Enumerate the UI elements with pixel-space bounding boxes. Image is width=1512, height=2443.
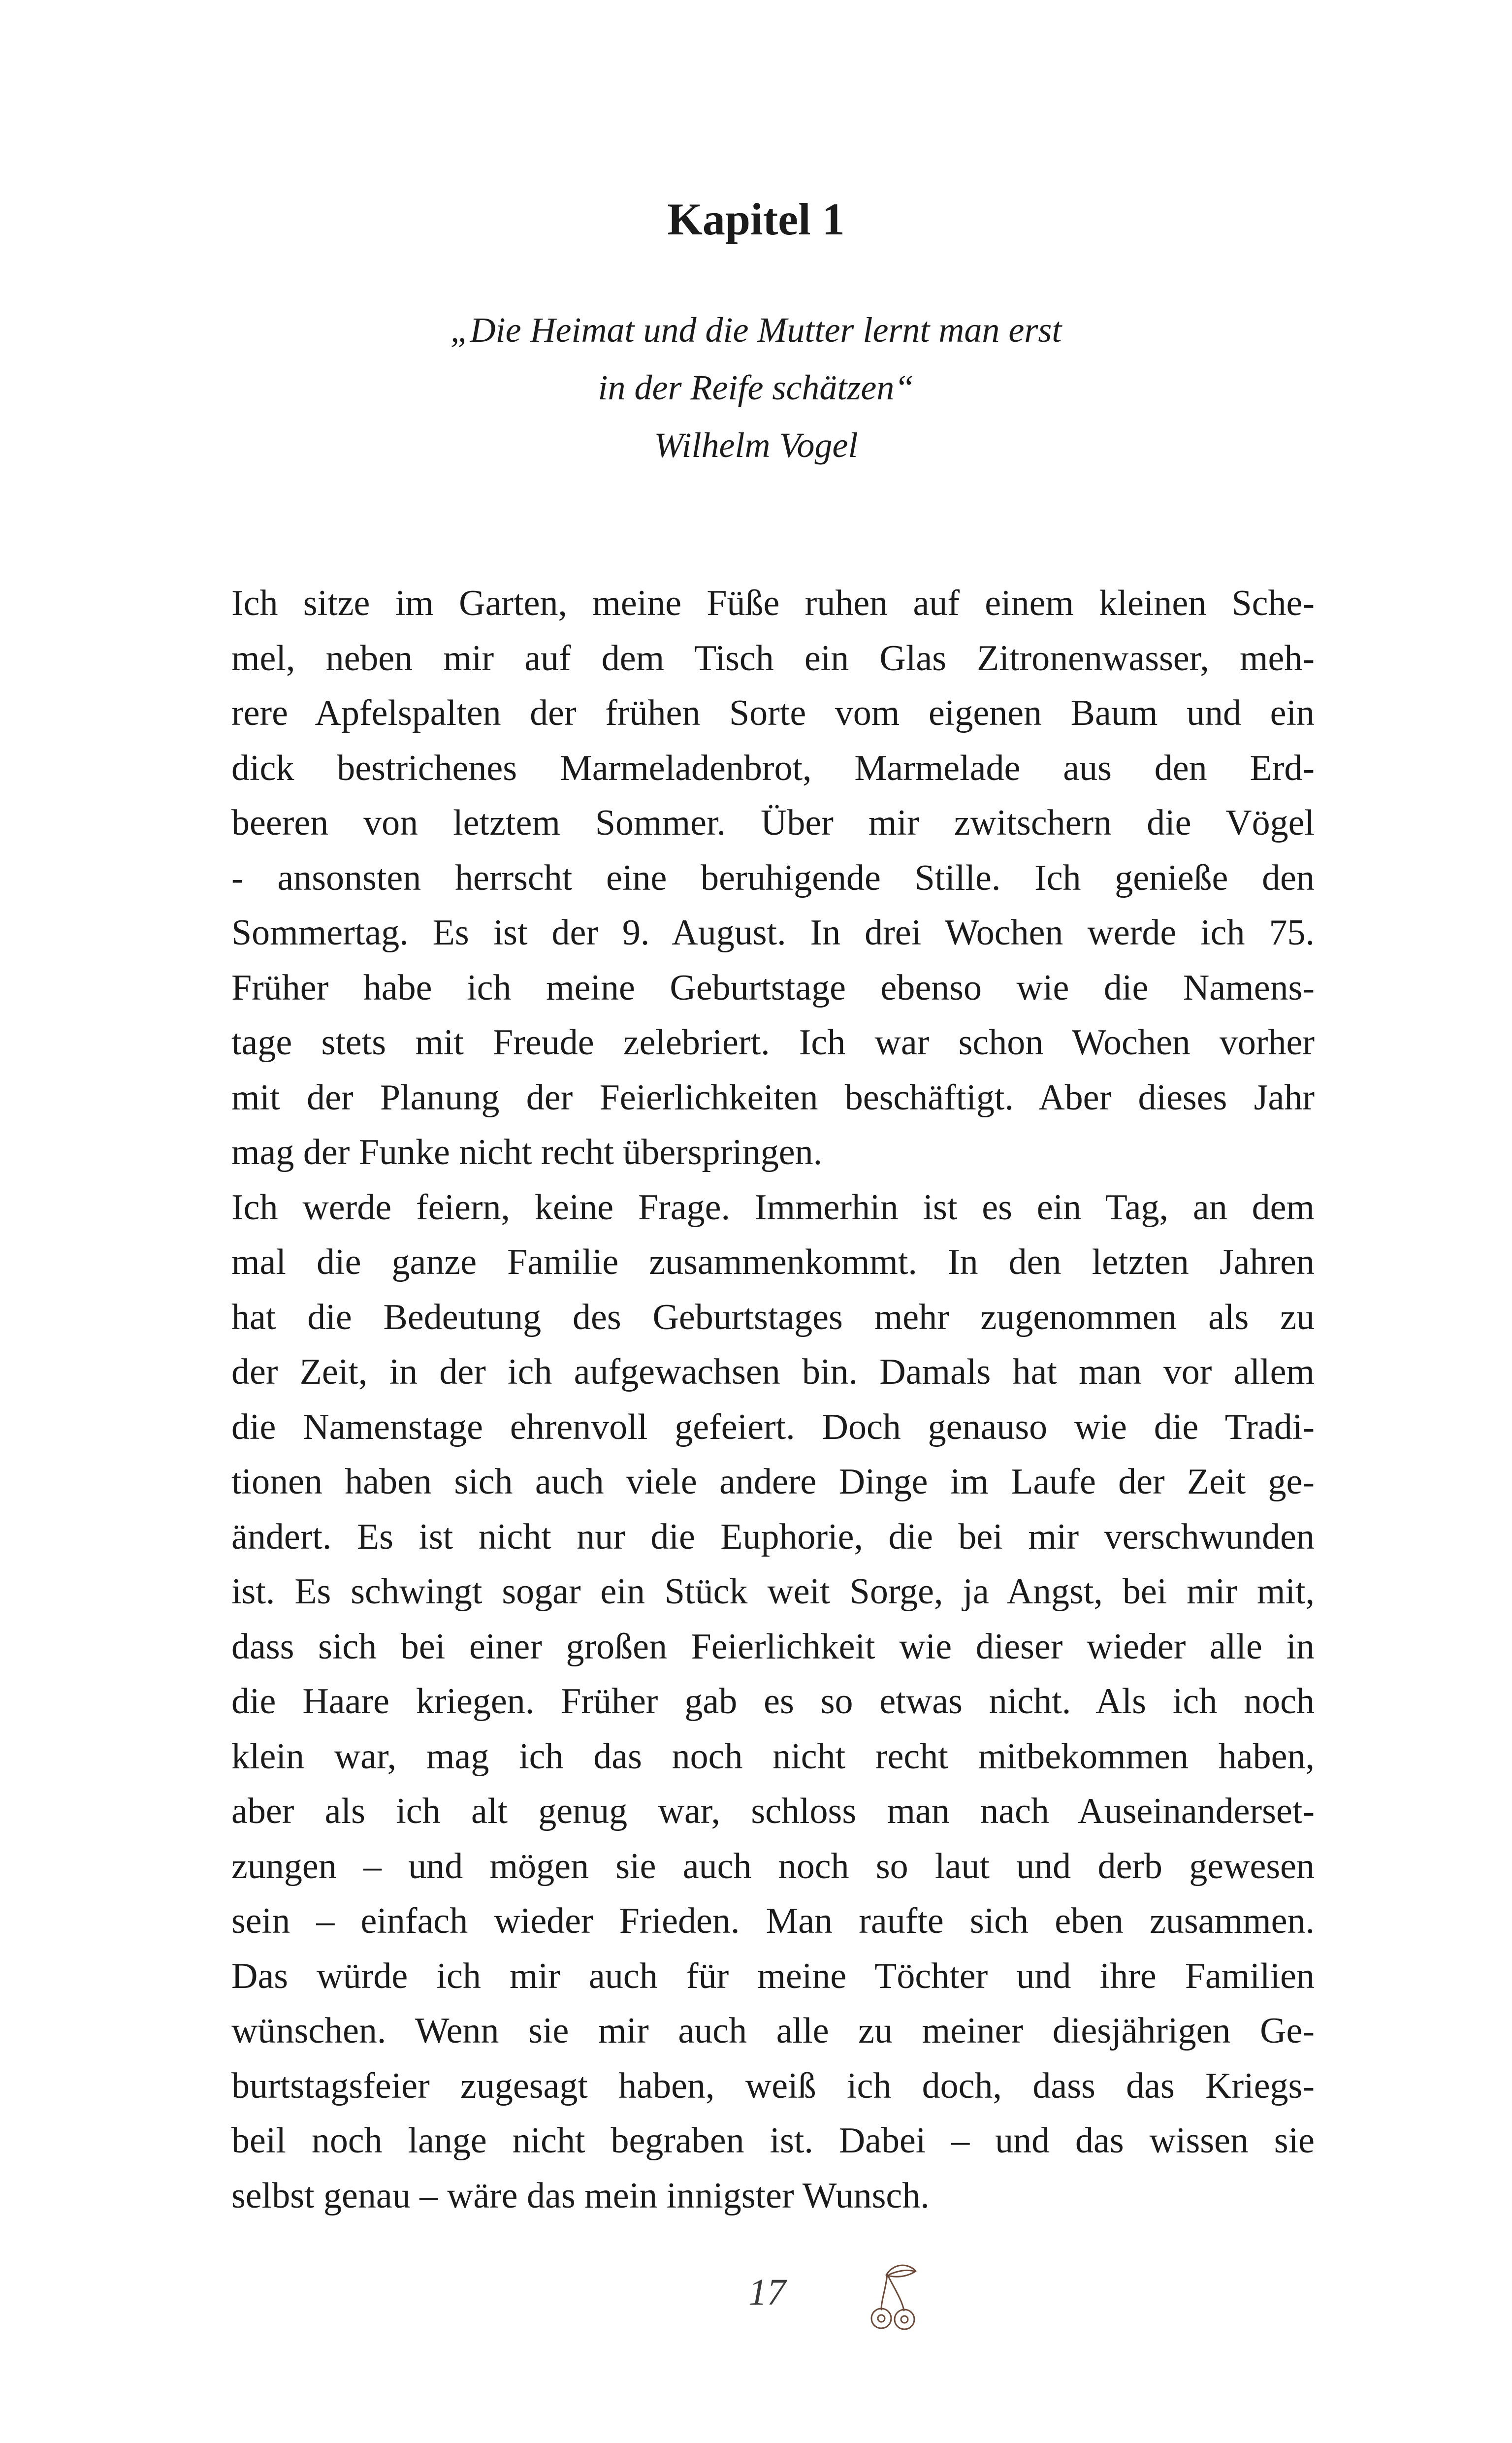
page-number: 17 — [748, 2272, 786, 2313]
body-line: Früher habe ich meine Geburtstage ebenso wie die Namens- — [231, 967, 1315, 1008]
body-line: beeren von letztem Sommer. Über mir zwitschern die Vögel — [231, 803, 1315, 843]
body-line: rere Apfelspalten der frühen Sorte vom eigenen Baum und ein — [231, 693, 1315, 733]
body-line: klein war, mag ich das noch nicht recht mitbekommen haben, — [231, 1736, 1315, 1777]
body-line: mal die ganze Familie zusammenkommt. In den letzten Jahren — [231, 1242, 1315, 1282]
body-line: der Zeit, in der ich aufgewachsen bin. Damals hat man vor allem — [231, 1352, 1315, 1392]
body-line: dass sich bei einer großen Feierlichkeit wie dieser wieder alle in — [231, 1626, 1315, 1667]
body-line: mit der Planung der Feierlichkeiten beschäftigt. Aber dieses Jahr — [231, 1077, 1315, 1118]
epigraph-quote-line-2: in der Reife schätzen“ — [598, 368, 914, 407]
body-line: Sommertag. Es ist der 9. August. In drei Wochen werde ich 75. — [231, 912, 1315, 953]
body-line: mel, neben mir auf dem Tisch ein Glas Zitronenwasser, meh- — [231, 638, 1315, 679]
body-line: mag der Funke nicht recht überspringen. — [231, 1132, 823, 1173]
body-line: aber als ich alt genug war, schloss man nach Auseinanderset- — [231, 1791, 1315, 1831]
body-line: die Namenstage ehrenvoll gefeiert. Doch genauso wie die Tradi- — [231, 1406, 1315, 1447]
cherry-icon — [867, 2260, 921, 2334]
body-line: tage stets mit Freude zelebriert. Ich war schon Wochen vorher — [231, 1022, 1315, 1063]
body-line: ist. Es schwingt sogar ein Stück weit Sorge, ja Angst, bei mir mit, — [231, 1571, 1315, 1612]
body-line: die Haare kriegen. Früher gab es so etwas nicht. Als ich noch — [231, 1681, 1315, 1722]
body-line: beil noch lange nicht begraben ist. Dabei – und das wissen sie — [231, 2120, 1315, 2161]
chapter-title: Kapitel 1 — [667, 194, 845, 244]
epigraph — [0, 301, 1512, 474]
body-line: - ansonsten herrscht eine beruhigende Stille. Ich genieße den — [231, 857, 1315, 898]
body-line: Das würde ich mir auch für meine Töchter und ihre Familien — [231, 1955, 1315, 1996]
body-line: ändert. Es ist nicht nur die Euphorie, die bei mir verschwunden — [231, 1516, 1315, 1557]
body-line: sein – einfach wieder Frieden. Man raufte sich eben zusammen. — [231, 1901, 1315, 1941]
page-footer — [0, 2260, 1512, 2329]
body-line: Ich sitze im Garten, meine Füße ruhen auf einem kleinen Sche- — [231, 583, 1315, 623]
epigraph-quote-line-1: „Die Heimat und die Mutter lernt man erst — [450, 310, 1062, 350]
body-line: tionen haben sich auch viele andere Dinge im Laufe der Zeit ge- — [231, 1462, 1315, 1502]
body-line: burtstagsfeier zugesagt haben, weiß ich doch, dass das Kriegs- — [231, 2065, 1315, 2106]
body-line: wünschen. Wenn sie mir auch alle zu meiner diesjährigen Ge- — [231, 2011, 1315, 2051]
body-line: dick bestrichenes Marmeladenbrot, Marmelade aus den Erd- — [231, 748, 1315, 788]
body-line: zungen – und mögen sie auch noch so laut und derb gewesen — [231, 1846, 1315, 1887]
body-line: hat die Bedeutung des Geburtstages mehr zugenommen als zu — [231, 1297, 1315, 1337]
epigraph-author: Wilhelm Vogel — [654, 425, 858, 465]
body-line: selbst genau – wäre das mein innigster Wunsch. — [231, 2175, 930, 2216]
chapter-body-text — [231, 576, 1315, 2223]
body-line: Ich werde feiern, keine Frage. Immerhin ist es ein Tag, an dem — [231, 1187, 1315, 1228]
